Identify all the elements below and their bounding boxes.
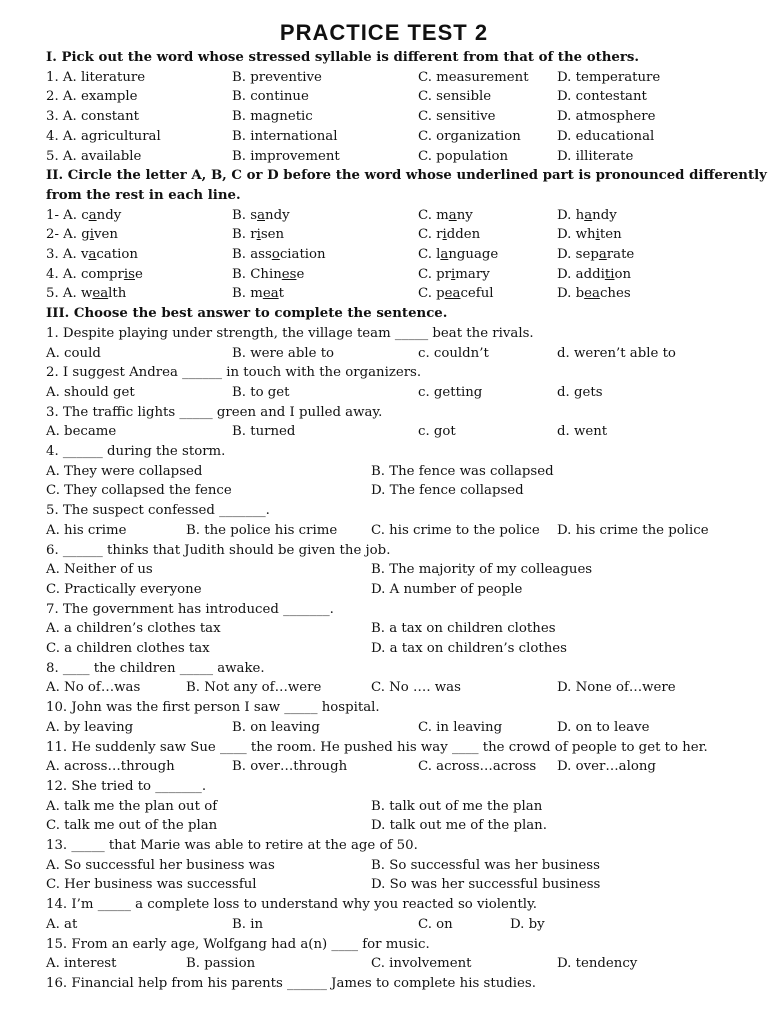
word-part: ciation bbox=[279, 247, 326, 262]
underlined-part: a bbox=[598, 247, 607, 262]
answer-option bbox=[232, 286, 284, 302]
answer-option: C. organization bbox=[418, 128, 521, 144]
answer-option: A. interest bbox=[46, 956, 117, 972]
word-part: dden bbox=[446, 227, 481, 243]
underlined-part: i bbox=[442, 227, 447, 243]
answer-option: A. should get bbox=[46, 384, 135, 400]
underlined-part: i bbox=[451, 266, 456, 282]
word-part: ndy bbox=[96, 207, 122, 223]
question: 6. ______ thinks that Judith should be given the job. bbox=[46, 542, 391, 558]
word-part: ndy bbox=[265, 207, 290, 223]
underlined-part: o bbox=[271, 247, 280, 262]
underlined-part: i bbox=[595, 227, 600, 243]
answer-option: B. The majority of my colleagues bbox=[371, 562, 593, 578]
answer-option: C. Her business was successful bbox=[46, 877, 257, 893]
underlined-part: a bbox=[448, 207, 457, 223]
answer-option: B. on leaving bbox=[232, 719, 320, 735]
answer-option: D. talk out me of the plan. bbox=[371, 818, 547, 834]
answer-option: A. They were collapsed bbox=[46, 463, 203, 479]
word-part: D. h bbox=[557, 207, 585, 223]
word-part: nguage bbox=[448, 247, 499, 262]
answer-option: d. went bbox=[557, 424, 608, 440]
answer-option: C. across…across bbox=[418, 759, 537, 775]
word-part: mary bbox=[455, 266, 490, 282]
answer-option: B. continue bbox=[232, 89, 309, 105]
word-part: C. l bbox=[418, 247, 441, 262]
answer-option: C. involvement bbox=[371, 956, 472, 972]
answer-option: D. A number of people bbox=[371, 581, 523, 597]
word-part: ches bbox=[599, 286, 631, 302]
word-part: cation bbox=[96, 247, 138, 262]
question: 16. Financial help from his parents ______ James to complete his studies. bbox=[46, 975, 536, 991]
underlined-part: is bbox=[123, 266, 135, 282]
answer-option: A. a children’s clothes tax bbox=[46, 621, 221, 637]
answer-option: B. were able to bbox=[232, 345, 335, 361]
underlined-part: i bbox=[89, 227, 95, 243]
underlined-part: ea bbox=[92, 286, 109, 302]
answer-option bbox=[557, 227, 622, 243]
question: 14. I’m _____ a complete loss to understand why you reacted so violently. bbox=[46, 897, 538, 913]
question: 4. ______ during the storm. bbox=[46, 444, 226, 459]
answer-option: D. illiterate bbox=[557, 148, 634, 164]
answer-option: C. his crime to the police bbox=[371, 522, 540, 538]
answer-option: C. talk me out of the plan bbox=[46, 818, 218, 834]
question: 15. From an early age, Wolfgang had a(n) ____ for music. bbox=[46, 936, 430, 952]
answer-option: B. international bbox=[232, 128, 338, 144]
answer-option: B. talk out of me the plan bbox=[371, 798, 543, 814]
underlined-part: a bbox=[584, 207, 593, 223]
answer-option: B. the police his crime bbox=[186, 522, 338, 538]
question: 1. Despite playing under strength, the village team _____ beat the rivals. bbox=[46, 325, 534, 341]
answer-option: 5. A. available bbox=[46, 148, 142, 164]
answer-option bbox=[418, 208, 473, 224]
word-part: C. p bbox=[418, 286, 445, 302]
answer-option: c. couldn’t bbox=[418, 345, 489, 361]
question: 7. The government has introduced _______. bbox=[46, 601, 334, 617]
word-part: lth bbox=[108, 286, 127, 302]
answer-option: B. Not any of…were bbox=[186, 680, 322, 696]
answer-option bbox=[557, 267, 631, 283]
word-part: C. r bbox=[418, 227, 443, 243]
answer-option: A. became bbox=[46, 424, 117, 440]
answer-option: A. So successful her business was bbox=[46, 857, 275, 873]
answer-option bbox=[232, 247, 326, 263]
answer-option: D. tendency bbox=[557, 956, 638, 972]
answer-option: A. by leaving bbox=[46, 719, 134, 735]
answer-option: B. preventive bbox=[232, 69, 322, 85]
answer-option: B. The fence was collapsed bbox=[371, 463, 554, 479]
section-heading: I. Pick out the word whose stressed syllable is different from that of the others. bbox=[46, 50, 639, 65]
answer-option: B. So successful was her business bbox=[371, 857, 600, 873]
word-part: ceful bbox=[460, 286, 494, 302]
answer-option: 1. A. literature bbox=[46, 69, 146, 85]
answer-option: D. atmosphere bbox=[557, 109, 656, 125]
answer-option: D. a tax on children’s clothes bbox=[371, 641, 567, 656]
answer-option bbox=[557, 247, 634, 263]
answer-option: A. across…through bbox=[46, 759, 175, 775]
answer-option: D. his crime the police bbox=[557, 522, 709, 538]
answer-option: D. contestant bbox=[557, 89, 647, 105]
answer-option: B. to get bbox=[232, 384, 290, 400]
question: 5. The suspect confessed _______. bbox=[46, 503, 270, 519]
answer-option: C. sensible bbox=[418, 89, 492, 105]
answer-option: d. weren’t able to bbox=[557, 345, 676, 361]
answer-option: D. So was her successful business bbox=[371, 877, 601, 893]
answer-option bbox=[232, 227, 284, 243]
word-part: B. m bbox=[232, 286, 263, 302]
answer-option bbox=[418, 227, 480, 243]
answer-option: 4. A. agricultural bbox=[46, 128, 161, 144]
word-part: D. b bbox=[557, 286, 585, 302]
answer-option: C. They collapsed the fence bbox=[46, 483, 232, 499]
section-heading: from the rest in each line. bbox=[46, 187, 241, 203]
answer-option: A. talk me the plan out of bbox=[46, 798, 218, 814]
answer-option: C. Practically everyone bbox=[46, 581, 202, 597]
word-part: C. pr bbox=[418, 266, 452, 282]
word-part: 3. A. v bbox=[46, 247, 89, 262]
answer-option: D. on to leave bbox=[557, 719, 650, 735]
word-part: 5. A. w bbox=[46, 286, 93, 302]
question: 12. She tried to _______. bbox=[46, 778, 207, 794]
answer-option: A. his crime bbox=[46, 522, 127, 538]
word-part: ten bbox=[599, 227, 622, 243]
answer-option bbox=[418, 286, 494, 302]
answer-option: B. magnetic bbox=[232, 109, 313, 125]
answer-option: A. Neither of us bbox=[46, 562, 153, 578]
answer-option: C. population bbox=[418, 148, 509, 164]
word-part: rate bbox=[606, 247, 635, 262]
answer-option: D. by bbox=[510, 916, 545, 932]
answer-option bbox=[46, 286, 126, 302]
answer-option: C. sensitive bbox=[418, 109, 496, 125]
underlined-part: ti bbox=[604, 266, 615, 282]
question: 8. ____ the children _____ awake. bbox=[46, 660, 265, 676]
answer-option: C. on bbox=[418, 916, 453, 932]
word-part: on bbox=[614, 266, 632, 282]
underlined-part: a bbox=[88, 207, 97, 223]
answer-option bbox=[418, 267, 490, 283]
answer-option: d. gets bbox=[557, 384, 603, 400]
underlined-part: ea bbox=[444, 286, 461, 302]
word-part: sen bbox=[260, 227, 285, 243]
underlined-part: ea bbox=[584, 286, 600, 302]
answer-option: C. measurement bbox=[418, 69, 529, 85]
answer-option: B. over…through bbox=[232, 759, 348, 775]
question: 11. He suddenly saw Sue ____ the room. He pushed his way ____ the crowd of people to get to her. bbox=[46, 739, 708, 755]
question: 3. The traffic lights _____ green and I pulled away. bbox=[46, 404, 383, 420]
word-part: B. ass bbox=[232, 247, 272, 262]
underlined-part: ea bbox=[262, 286, 279, 302]
word-part: ndy bbox=[592, 207, 617, 223]
word-part: B. Chin bbox=[232, 266, 282, 282]
underlined-part: es bbox=[281, 266, 297, 282]
answer-option bbox=[418, 247, 498, 263]
answer-option: C. No …. was bbox=[371, 680, 461, 696]
answer-option bbox=[232, 208, 290, 224]
section-heading: III. Choose the best answer to complete the sentence. bbox=[46, 306, 448, 322]
answer-option: 2. A. example bbox=[46, 89, 138, 105]
answer-option: D. temperature bbox=[557, 69, 661, 85]
answer-option: C. a children clothes tax bbox=[46, 641, 210, 656]
answer-option: A. No of…was bbox=[46, 680, 141, 696]
answer-option bbox=[46, 208, 121, 224]
answer-option: B. in bbox=[232, 916, 264, 932]
word-part: D. wh bbox=[557, 227, 596, 243]
word-part: 2- A. g bbox=[46, 227, 90, 243]
answer-option: D. over…along bbox=[557, 759, 656, 775]
word-part: C. m bbox=[418, 207, 449, 223]
answer-option bbox=[557, 286, 631, 302]
answer-option bbox=[232, 267, 304, 283]
word-part: ny bbox=[456, 207, 473, 223]
word-part: t bbox=[278, 286, 284, 302]
answer-option: D. The fence collapsed bbox=[371, 483, 524, 499]
answer-option: D. None of…were bbox=[557, 680, 676, 696]
answer-option: C. in leaving bbox=[418, 719, 503, 735]
answer-option bbox=[46, 227, 118, 243]
page-title: PRACTICE TEST 2 bbox=[279, 20, 489, 45]
underlined-part: a bbox=[257, 207, 265, 223]
question: 10. John was the first person I saw _____ hospital. bbox=[46, 700, 380, 716]
answer-option: A. at bbox=[46, 916, 78, 932]
word-part: B. r bbox=[232, 227, 257, 243]
word-part: e bbox=[134, 266, 143, 282]
answer-option: B. improvement bbox=[232, 148, 340, 164]
word-part: 4. A. compr bbox=[46, 266, 124, 282]
question: 2. I suggest Andrea ______ in touch with the organizers. bbox=[46, 365, 422, 381]
section-heading: II. Circle the letter A, B, C or D before the word whose underlined part is pronounced differently bbox=[46, 168, 767, 184]
answer-option: A. could bbox=[46, 345, 101, 361]
answer-option: B. a tax on children clothes bbox=[371, 621, 556, 637]
word-part: D. addi bbox=[557, 266, 605, 282]
answer-option: c. got bbox=[418, 424, 456, 440]
answer-option: B. turned bbox=[232, 424, 296, 440]
word-part: ven bbox=[94, 227, 118, 243]
word-part: B. s bbox=[232, 207, 258, 223]
question: 13. _____ that Marie was able to retire at the age of 50. bbox=[46, 838, 418, 853]
word-part: D. sep bbox=[557, 247, 599, 262]
word-part: e bbox=[296, 266, 305, 282]
answer-option: c. getting bbox=[418, 384, 483, 400]
underlined-part: a bbox=[88, 247, 97, 262]
answer-option: 3. A. constant bbox=[46, 109, 139, 125]
answer-option bbox=[557, 208, 617, 224]
answer-option: B. passion bbox=[186, 956, 256, 972]
answer-option bbox=[46, 267, 143, 283]
underlined-part: a bbox=[440, 247, 449, 262]
underlined-part: i bbox=[256, 227, 261, 243]
word-part: 1- A. c bbox=[46, 207, 89, 223]
answer-option: D. educational bbox=[557, 128, 655, 144]
answer-option bbox=[46, 247, 138, 263]
